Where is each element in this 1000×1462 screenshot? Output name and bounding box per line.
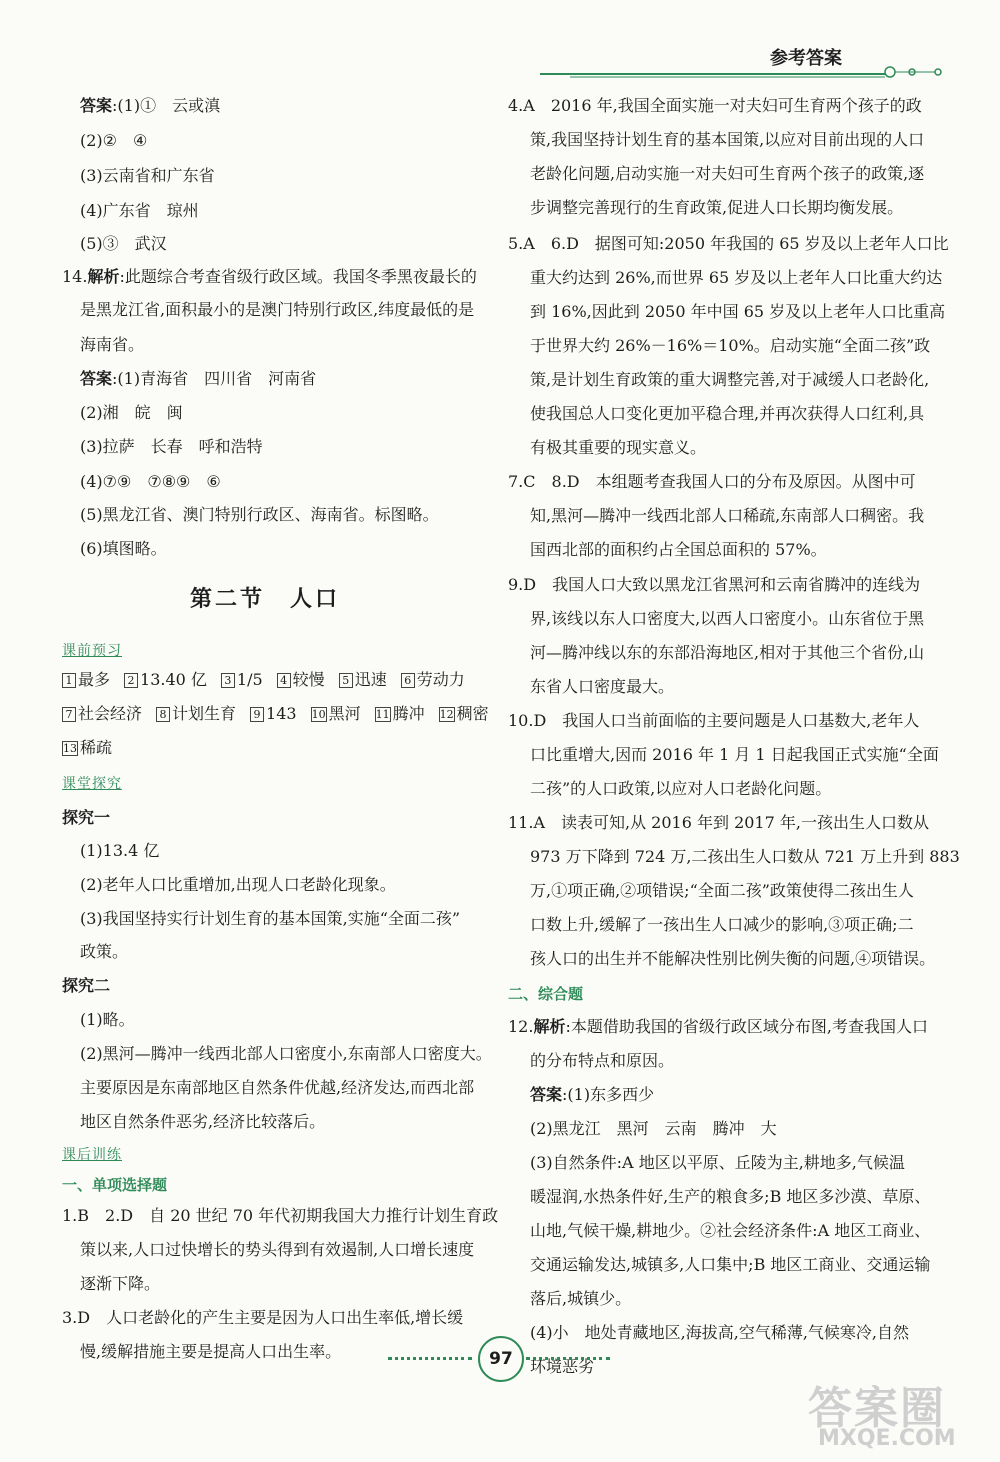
blank-number-box: 3 xyxy=(221,673,235,688)
blank-answer: 劳动力 xyxy=(416,670,465,689)
watermark-url: MXQE.COM xyxy=(818,1426,956,1451)
text-line: (2)黑龙江 黑河 云南 腾冲 大 xyxy=(530,1119,777,1138)
explore-2-line: 地区自然条件恶劣,经济比较落后。 xyxy=(80,1112,326,1131)
keyword-bold: 答案 xyxy=(80,96,113,115)
explore-1-line: 政策。 xyxy=(80,942,129,961)
text-line: 答案:(1)东多西少 xyxy=(530,1085,655,1104)
explore-2-line: 主要原因是东南部地区自然条件优越,经济发达,而西北部 xyxy=(80,1078,475,1097)
text-line: (3)拉萨 长春 呼和浩特 xyxy=(80,437,263,456)
keyword-bold: 解析 xyxy=(533,1017,566,1036)
text-line: 策,是计划生育政策的重大调整完善,对于减缓人口老龄化, xyxy=(530,370,930,389)
page-number: 97 xyxy=(478,1336,524,1382)
blank-number-box: 5 xyxy=(339,673,353,688)
text-line: 交通运输发达,城镇多,人口集中;B 地区工商业、交通运输 xyxy=(530,1255,931,1274)
header-rule-dot-3 xyxy=(935,69,941,75)
text-line: 重大约达到 26%,而世界 65 岁及以上老年人口比重大约达 xyxy=(530,268,943,287)
text-line: 答案:(1)青海省 四川省 河南省 xyxy=(80,369,317,388)
text-line: 海南省。 xyxy=(80,335,145,354)
section-class-explore: 课堂探究 xyxy=(62,776,122,792)
text-line: 9.D 我国人口大致以黑龙江省黑河和云南省腾冲的连线为 xyxy=(508,575,921,594)
text-line: 答案:(1)① 云或滇 xyxy=(80,96,221,115)
blank-answer: 1/5 xyxy=(236,670,263,689)
blank-number-box: 10 xyxy=(311,708,326,721)
text-line: (4)小 地处青藏地区,海拔高,空气稀薄,气候寒冷,自然 xyxy=(530,1323,910,1342)
text-line: 使我国总人口变化更加平稳合理,并再次获得人口红利,具 xyxy=(530,404,925,423)
text-line: 老龄化问题,启动实施一对夫妇可生育两个孩子的政策,逐 xyxy=(530,164,925,183)
text-line: 国西北部的面积约占全国总面积的 57%。 xyxy=(530,540,827,559)
blank-answer: 最多 xyxy=(78,670,111,689)
blank-answer: 143 xyxy=(266,704,297,723)
blank-answer: 黑河 xyxy=(328,704,361,723)
explore-1-title: 探究一 xyxy=(62,808,111,827)
text-line: 山地,气候干燥,耕地少。②社会经济条件:A 地区工商业、 xyxy=(530,1221,931,1240)
text-line: 落后,城镇少。 xyxy=(530,1289,632,1308)
text-line: 步调整完善现行的生育政策,促进人口长期均衡发展。 xyxy=(530,198,904,217)
text-line: 有极其重要的现实意义。 xyxy=(530,438,707,457)
text-line: 万,①项正确,②项错误;“全面二孩”政策使得二孩出生人 xyxy=(530,881,914,900)
text-line: 逐渐下降。 xyxy=(80,1274,161,1293)
footer-dots-left xyxy=(388,1357,472,1360)
explore-2-line: (1)略。 xyxy=(80,1010,135,1029)
blank-answer: 稠密 xyxy=(456,704,489,723)
blank-answer: 社会经济 xyxy=(78,704,143,723)
text-line: 于世界大约 26%－16%＝10%。启动实施“全面二孩”政 xyxy=(530,336,931,355)
text-line: 10.D 我国人口当前面临的主要问题是人口基数大,老年人 xyxy=(508,711,920,730)
explore-1-line: (3)我国坚持实行计划生育的基本国策,实施“全面二孩” xyxy=(80,909,461,928)
text-line: 口数上升,缓解了一孩出生人口减少的影响,③项正确;二 xyxy=(530,915,914,934)
blank-number-box: 2 xyxy=(124,673,138,688)
keyword-bold: 答案 xyxy=(530,1085,563,1104)
text-line: 策以来,人口过快增长的势头得到有效遏制,人口增长速度 xyxy=(80,1240,475,1259)
blank-number-box: 11 xyxy=(375,708,390,721)
text-line: 河—腾冲线以东的东部沿海地区,相对于其他三个省份,山 xyxy=(530,643,925,662)
blank-number-box: 9 xyxy=(250,707,264,722)
blank-answer: 稀疏 xyxy=(80,738,113,757)
text-line: 孩人口的出生并不能解决性别比例失衡的问题,④项错误。 xyxy=(530,949,936,968)
text-line: (3)云南省和广东省 xyxy=(80,166,215,185)
blank-answer: 腾冲 xyxy=(392,704,425,723)
chapter-title: 第二节 人口 xyxy=(190,587,341,612)
keyword-bold: 解析 xyxy=(87,267,120,286)
blank-answer: 计划生育 xyxy=(172,704,237,723)
blank-number-box: 12 xyxy=(439,708,454,721)
text-line: (5)黑龙江省、澳门特别行政区、海南省。标图略。 xyxy=(80,505,439,524)
blank-answer: 较慢 xyxy=(292,670,325,689)
keyword-bold: 答案 xyxy=(80,369,113,388)
section-after-class: 课后训练 xyxy=(62,1147,122,1163)
text-line: 环境恶劣 xyxy=(530,1357,595,1376)
text-line: 5.A 6.D 据图可知:2050 年我国的 65 岁及以上老年人口比 xyxy=(508,234,949,253)
watermark-logo: 答案圈 xyxy=(808,1383,946,1434)
header-title: 参考答案 xyxy=(770,48,842,69)
section-pre-study: 课前预习 xyxy=(62,643,122,659)
text-line: (5)③ 武汉 xyxy=(80,234,167,253)
footer-dots-right xyxy=(526,1357,610,1360)
single-choice-heading: 一、单项选择题 xyxy=(62,1176,168,1194)
header-rule-dot-1 xyxy=(885,67,895,77)
text-line: 11.A 读表可知,从 2016 年到 2017 年,一孩出生人口数从 xyxy=(508,813,929,832)
text-line: (2)湘 皖 闽 xyxy=(80,403,183,422)
text-line: 4.A 2016 年,我国全面实施一对夫妇可生育两个孩子的政 xyxy=(508,96,922,115)
text-line: (3)自然条件:A 地区以平原、丘陵为主,耕地多,气候温 xyxy=(530,1153,905,1172)
explore-1-line: (2)老年人口比重增加,出现人口老龄化现象。 xyxy=(80,875,396,894)
header-rule xyxy=(540,64,950,80)
explore-2-title: 探究二 xyxy=(62,976,111,995)
fill-blank-row-3 xyxy=(62,738,126,758)
text-line: 14.解析:此题综合考查省级行政区域。我国冬季黑夜最长的 xyxy=(62,267,477,286)
text-line: 973 万下降到 724 万,二孩出生人口数从 721 万上升到 883 xyxy=(530,847,960,866)
blank-number-box: 13 xyxy=(63,742,77,755)
blank-number-box: 4 xyxy=(277,673,291,688)
explore-2-line: (2)黑河—腾冲一线西北部人口密度小,东南部人口密度大。 xyxy=(80,1044,492,1063)
blank-number-box: 1 xyxy=(62,673,76,688)
blank-number-box: 7 xyxy=(62,707,76,722)
text-line: 策,我国坚持计划生育的基本国策,以应对目前出现的人口 xyxy=(530,130,925,149)
comprehensive-heading: 二、综合题 xyxy=(508,985,584,1003)
text-line: 知,黑河—腾冲一线西北部人口稀疏,东南部人口稠密。我 xyxy=(530,506,925,525)
text-line: 二孩”的人口政策,以应对人口老龄化问题。 xyxy=(530,779,832,798)
text-line: 慢,缓解措施主要是提高人口出生率。 xyxy=(80,1342,342,1361)
blank-answer: 迅速 xyxy=(354,670,387,689)
text-line: 东省人口密度最大。 xyxy=(530,677,675,696)
text-line: 3.D 人口老龄化的产生主要是因为人口出生率低,增长缓 xyxy=(62,1308,464,1327)
text-line: 暖湿润,水热条件好,生产的粮食多;B 地区多沙漠、草原、 xyxy=(530,1187,931,1206)
blank-number-box: 8 xyxy=(156,707,170,722)
fill-blank-row-1 xyxy=(62,670,479,690)
text-line: 1.B 2.D 自 20 世纪 70 年代初期我国大力推行计划生育政 xyxy=(62,1206,499,1225)
fill-blank-row-2 xyxy=(62,704,503,724)
blank-answer: 13.40 亿 xyxy=(140,670,207,689)
text-line: (4)⑦⑨ ⑦⑧⑨ ⑥ xyxy=(80,472,221,491)
text-line: 12.解析:本题借助我国的省级行政区域分布图,考查我国人口 xyxy=(508,1017,928,1036)
text-line: (6)填图略。 xyxy=(80,539,167,558)
explore-1-line: (1)13.4 亿 xyxy=(80,841,160,860)
text-line: 7.C 8.D 本组题考查我国人口的分布及原因。从图中可 xyxy=(508,472,916,491)
text-line: (4)广东省 琼州 xyxy=(80,201,199,220)
text-line: 口比重增大,因而 2016 年 1 月 1 日起我国正式实施“全面 xyxy=(530,745,939,764)
text-line: 是黑龙江省,面积最小的是澳门特别行政区,纬度最低的是 xyxy=(80,300,475,319)
text-line: 界,该线以东人口密度大,以西人口密度小。山东省位于黑 xyxy=(530,609,925,628)
text-line: (2)② ④ xyxy=(80,131,148,150)
blank-number-box: 6 xyxy=(401,673,415,688)
text-line: 到 16%,因此到 2050 年中国 65 岁及以上老年人口比重高 xyxy=(530,302,946,321)
text-line: 的分布特点和原因。 xyxy=(530,1051,675,1070)
